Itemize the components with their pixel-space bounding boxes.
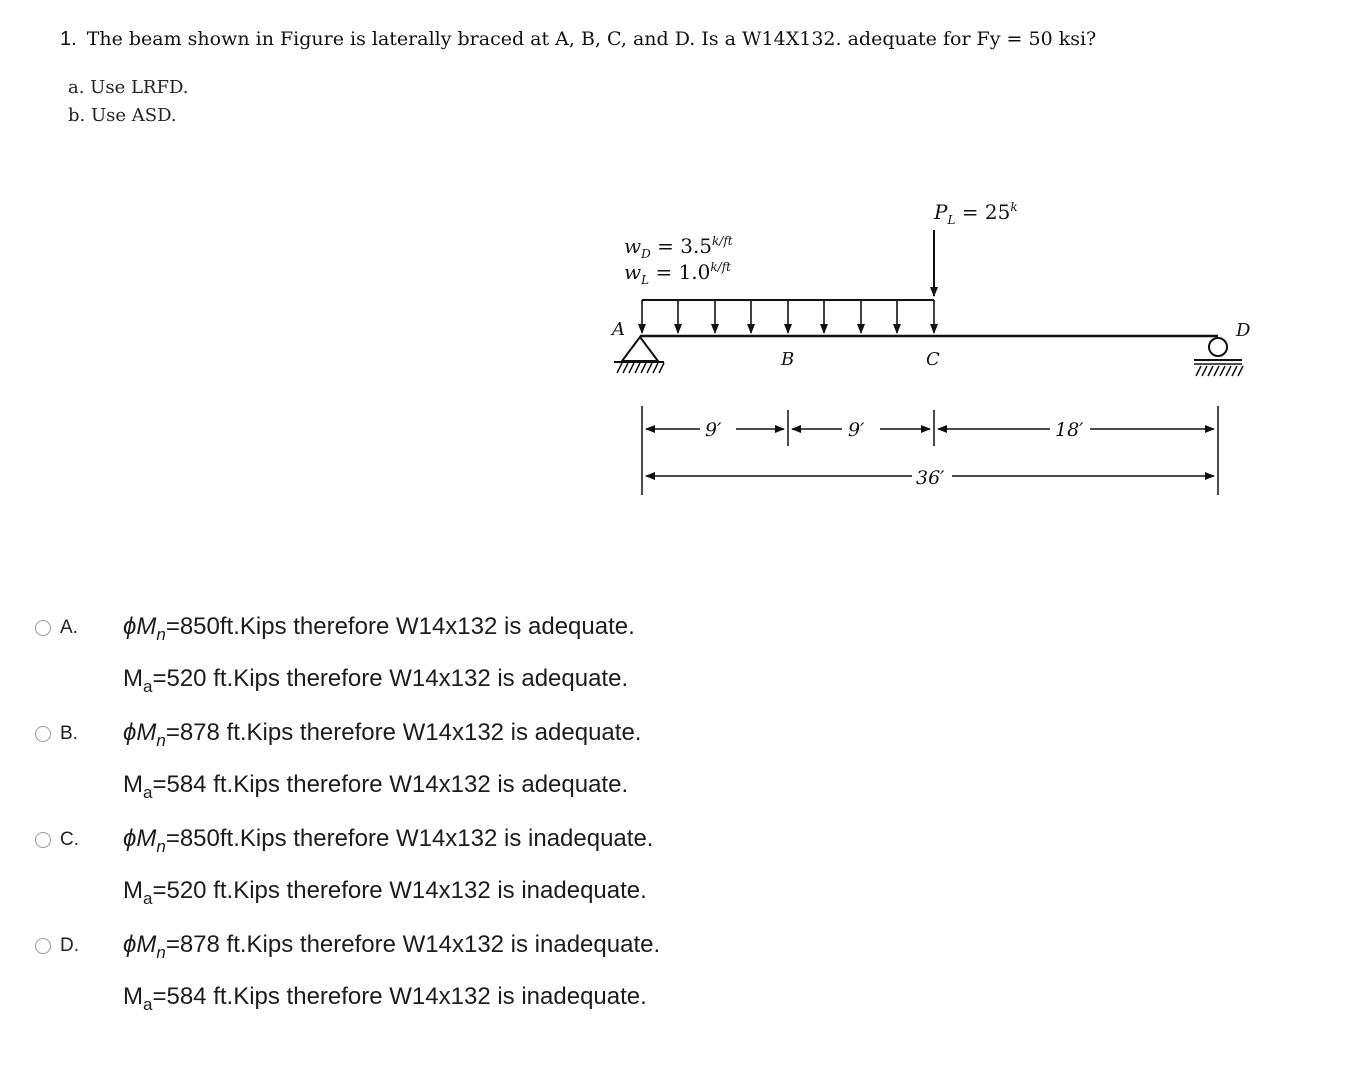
wl-label: $w_L = 1.0^{k/ft}$ bbox=[624, 260, 731, 287]
option-a-line2: $M_a=520$ ft.Kips therefore W14x132 is adequate. bbox=[123, 665, 629, 696]
label-a: A bbox=[612, 319, 625, 340]
option-b-radio[interactable] bbox=[35, 726, 51, 742]
option-a-line1: $\phi M_n=850ft.Kips$ therefore W14x132 is adequate. bbox=[123, 613, 635, 644]
pin-support-a bbox=[614, 337, 664, 373]
dim-total: 36′ bbox=[916, 467, 945, 489]
option-c-label: C. bbox=[60, 829, 79, 850]
option-c-line1: $\phi M_n=850ft.Kips$ therefore W14x132 is inadequate. bbox=[123, 825, 654, 856]
dim-cd: 18′ bbox=[1055, 419, 1084, 441]
option-a-radio[interactable] bbox=[35, 620, 51, 636]
wd-label: $w_D = 3.5^{k/ft}$ bbox=[624, 234, 733, 261]
part-a: a. Use LRFD. bbox=[68, 77, 189, 98]
pl-label: $P_L = 25^k$ bbox=[934, 200, 1018, 227]
dim-ab: 9′ bbox=[705, 419, 722, 441]
label-c: C bbox=[926, 349, 940, 370]
roller-support-d bbox=[1194, 338, 1243, 376]
option-d-line1: $\phi M_n=878$ ft.Kips therefore W14x132 is inadequate. bbox=[123, 931, 661, 962]
option-d-label: D. bbox=[60, 935, 79, 956]
label-d: D bbox=[1236, 320, 1251, 341]
dim-bc: 9′ bbox=[848, 419, 865, 441]
option-b-line1: $\phi M_n=878$ ft.Kips therefore W14x132 is adequate. bbox=[123, 719, 642, 750]
option-c-line2: $M_a=520$ ft.Kips therefore W14x132 is inadequate. bbox=[123, 877, 647, 908]
question-number: 1. bbox=[60, 28, 77, 50]
option-a-label: A. bbox=[60, 617, 78, 638]
option-c-radio[interactable] bbox=[35, 832, 51, 848]
option-d-line2: $M_a=584$ ft.Kips therefore W14x132 is inadequate. bbox=[123, 983, 647, 1014]
part-b: b. Use ASD. bbox=[68, 105, 177, 126]
option-b-label: B. bbox=[60, 723, 78, 744]
option-b-line2: $M_a=584$ ft.Kips therefore W14x132 is adequate. bbox=[123, 771, 629, 802]
distributed-load bbox=[642, 300, 934, 333]
label-b: B bbox=[781, 349, 795, 370]
option-d-radio[interactable] bbox=[35, 938, 51, 954]
question-body: The beam shown in Figure is laterally braced at A, B, C, and D. Is a W14X132. adequate for Fy = 50 ksi? bbox=[86, 28, 1097, 50]
